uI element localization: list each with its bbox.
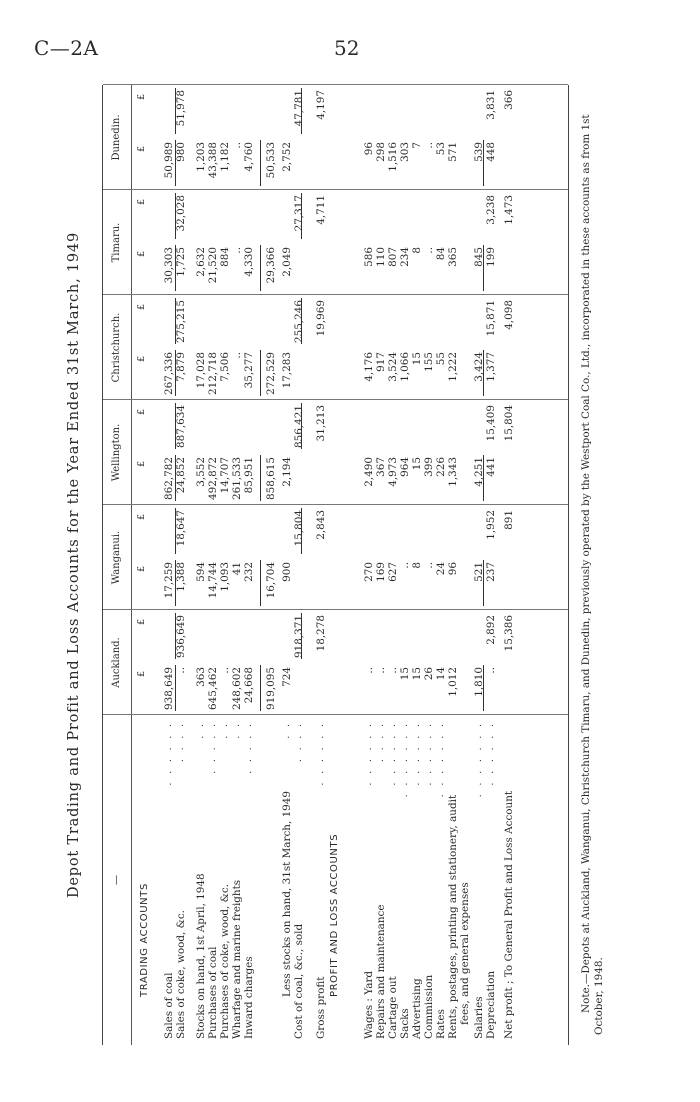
cell-value: 980	[175, 142, 187, 162]
cell-value: 47,781	[293, 90, 305, 127]
cell-value: 50,533	[265, 142, 277, 179]
cell-value: 858,615	[265, 457, 277, 500]
cell-value: 2,049	[281, 247, 293, 277]
cell-value: 199	[485, 247, 497, 267]
row-label: Rents, postages, printing and stationery, audit	[447, 794, 459, 1039]
sum-rule	[175, 140, 176, 186]
section-heading-profit-loss: PROFIT AND LOSS ACCOUNTS	[329, 833, 340, 997]
cell-value: ..	[375, 667, 387, 674]
cell-value: 17,259	[163, 562, 175, 599]
cell-value: 1,222	[447, 352, 459, 382]
cell-value: 1,066	[399, 352, 411, 382]
cell-value: 365	[447, 247, 459, 267]
currency-symbol: £	[136, 145, 147, 152]
cell-value: 15	[399, 667, 411, 681]
sum-rule	[301, 508, 302, 554]
row-leader-dots: . . . . . . .	[436, 721, 446, 798]
row-label: Less stocks on hand, 31st March, 1949	[281, 790, 293, 997]
page-reference: C—2A	[34, 36, 99, 60]
document-title: Depot Trading and Profit and Loss Accounts for the Year Ended 31st March, 1949	[66, 232, 82, 898]
cell-value: 275,215	[175, 300, 187, 343]
currency-symbol: £	[136, 355, 147, 362]
cell-value: 1,516	[387, 142, 399, 172]
cell-value: 4,098	[503, 300, 515, 330]
sum-rule	[483, 350, 484, 396]
cell-value: 212,718	[207, 352, 219, 395]
column-divider	[103, 84, 568, 85]
row-label: Depreciation	[485, 970, 497, 1039]
cell-value: 891	[503, 510, 515, 530]
row-leader-dots: . .	[232, 721, 242, 739]
sum-rule	[175, 560, 176, 606]
sum-rule	[175, 403, 176, 449]
cell-value: 15,804	[293, 510, 305, 547]
sum-rule	[175, 508, 176, 554]
sum-rule	[483, 560, 484, 606]
cell-value: 521	[473, 562, 485, 582]
row-label: Repairs and maintenance	[375, 904, 387, 1039]
row-label: Sacks	[399, 1008, 411, 1039]
sum-rule	[175, 245, 176, 291]
cell-value: 14,707	[219, 457, 231, 494]
cell-value: 15	[411, 667, 423, 681]
cell-value: ..	[231, 142, 243, 149]
cell-value: 2,892	[485, 615, 497, 645]
sum-rule	[301, 613, 302, 659]
row-label: Sales of coke, wood, &c.	[175, 910, 187, 1039]
row-leader-dots: . . . .	[176, 721, 186, 763]
row-leader-dots: . .	[196, 721, 206, 739]
cell-value: 2,194	[281, 457, 293, 487]
cell-value: 539	[473, 142, 485, 162]
cell-value: 43,388	[207, 142, 219, 179]
cell-value: 53	[435, 142, 447, 156]
row-leader-dots: . . . . . .	[424, 721, 434, 786]
cell-value: 7,879	[175, 352, 187, 382]
row-leader-dots: . . . . . .	[164, 721, 174, 786]
cell-value: ..	[423, 142, 435, 149]
row-leader-dots: . . . . . .	[364, 721, 374, 786]
cell-value: 918,371	[293, 615, 305, 658]
depot-header-timaru: Timaru.	[111, 222, 122, 263]
cell-value: 4,973	[387, 457, 399, 487]
cell-value: 3,424	[473, 352, 485, 382]
row-leader-dots: . . . .	[294, 721, 304, 763]
cell-value: 2,843	[315, 510, 327, 540]
currency-symbol: £	[136, 198, 147, 205]
cell-value: 16,704	[265, 562, 277, 599]
cell-value: 571	[447, 142, 459, 162]
cell-value: 255,246	[293, 300, 305, 343]
cell-value: ..	[363, 667, 375, 674]
cell-value: ..	[231, 352, 243, 359]
cell-value: 84	[435, 247, 447, 261]
cell-value: 18,647	[175, 510, 187, 547]
cell-value: 261,533	[231, 457, 243, 500]
cell-value: 19,969	[315, 300, 327, 337]
cell-value: 32,028	[175, 195, 187, 232]
cell-value: 862,782	[163, 457, 175, 500]
sum-rule	[260, 245, 261, 291]
cell-value: 35,277	[243, 352, 255, 389]
cell-value: 29,366	[265, 247, 277, 284]
cell-value: 110	[375, 247, 387, 267]
cell-value: 1,388	[175, 562, 187, 592]
cell-value: 3,831	[485, 90, 497, 120]
accounts-table	[102, 85, 569, 1045]
cell-value: 1,952	[485, 510, 497, 540]
cell-value: 24	[435, 562, 447, 576]
cell-value: 15,871	[485, 300, 497, 337]
cell-value: 3,238	[485, 195, 497, 225]
section-heading-trading: TRADING ACCOUNTS	[139, 883, 150, 997]
sum-rule	[260, 350, 261, 396]
cell-value: 21,520	[207, 247, 219, 284]
cell-value: 4,197	[315, 90, 327, 120]
cell-value: 41	[231, 562, 243, 576]
footnote-text: Note.—Depots at Auckland, Wanganui, Christchurch Timaru, and Dunedin, previously operated by the Westport Coal Co., Ltd., incorporated in these accounts as from 1st October, 1948.	[580, 114, 605, 1035]
cell-value: 2,632	[195, 247, 207, 277]
cell-value: 96	[447, 562, 459, 576]
sum-rule	[483, 245, 484, 291]
cell-value: 267,336	[163, 352, 175, 395]
sum-rule	[301, 193, 302, 239]
cell-value: 4,760	[243, 142, 255, 172]
sum-rule	[175, 455, 176, 501]
cell-value: 50,989	[163, 142, 175, 179]
cell-value: 887,634	[175, 405, 187, 448]
cell-value: 884	[219, 247, 231, 267]
cell-value: 3,552	[195, 457, 207, 487]
row-label: Cartage out	[387, 976, 399, 1039]
cell-value: ..	[423, 247, 435, 254]
row-label: Stocks on hand, 1st April, 1948	[195, 873, 207, 1039]
cell-value: 234	[399, 247, 411, 267]
cell-value: 15	[411, 352, 423, 366]
row-label: Sales of coal	[163, 972, 175, 1039]
cell-value: 27,317	[293, 195, 305, 232]
cell-value: 14,744	[207, 562, 219, 599]
cell-value: 1,012	[447, 667, 459, 697]
sum-rule	[175, 88, 176, 134]
row-leader-dots: . . . .	[376, 721, 386, 763]
cell-value: ..	[231, 247, 243, 254]
cell-value: 303	[399, 142, 411, 162]
currency-symbol: £	[136, 93, 147, 100]
currency-symbol: £	[136, 565, 147, 572]
cell-value: 155	[423, 352, 435, 372]
cell-value: 919,095	[265, 667, 277, 710]
sum-rule	[175, 193, 176, 239]
cell-value: 627	[387, 562, 399, 582]
row-leader-dots: . .	[220, 721, 230, 739]
currency-symbol: £	[136, 303, 147, 310]
sum-rule	[301, 298, 302, 344]
cell-value: 8	[411, 247, 423, 254]
currency-symbol: £	[136, 513, 147, 520]
cell-value: 807	[387, 247, 399, 267]
row-label: Net profit ; To General Profit and Loss Account	[503, 790, 515, 1039]
cell-value: 8	[411, 562, 423, 569]
row-label: Advertising	[411, 978, 423, 1039]
sum-rule	[260, 560, 261, 606]
cell-value: 724	[281, 667, 293, 687]
cell-value: 24,668	[243, 667, 255, 704]
cell-value: 55	[435, 352, 447, 366]
cell-value: 845	[473, 247, 485, 267]
sum-rule	[175, 613, 176, 659]
depot-header-christchurch: Christchurch.	[111, 312, 122, 383]
cell-value: 4,330	[243, 247, 255, 277]
cell-value: 30,303	[163, 247, 175, 284]
sum-rule	[175, 665, 176, 711]
row-label: Commission	[423, 974, 435, 1039]
currency-symbol: £	[136, 670, 147, 677]
sum-rule	[483, 140, 484, 186]
sum-rule	[175, 298, 176, 344]
cell-value: 17,283	[281, 352, 293, 389]
cell-value: 366	[503, 90, 515, 110]
page-number: 52	[334, 36, 360, 60]
cell-value: 900	[281, 562, 293, 582]
cell-value: ..	[387, 667, 399, 674]
cell-value: 936,649	[175, 615, 187, 658]
cell-value: 1,810	[473, 667, 485, 697]
cell-value: ..	[423, 562, 435, 569]
currency-symbol: £	[136, 618, 147, 625]
header-rule	[131, 85, 132, 1045]
row-leader-dots: . . . . . .	[486, 721, 496, 786]
currency-symbol: £	[136, 250, 147, 257]
sum-rule	[483, 455, 484, 501]
cell-value: 367	[375, 457, 387, 477]
cell-value: 492,872	[207, 457, 219, 500]
cell-value: 15,804	[503, 405, 515, 442]
cell-value: 3,524	[387, 352, 399, 382]
sum-rule	[260, 665, 261, 711]
cell-value: 237	[485, 562, 497, 582]
row-leader-dots: . . . . .	[244, 721, 254, 774]
cell-value: ..	[175, 667, 187, 674]
sum-rule	[301, 403, 302, 449]
cell-value: 2,490	[363, 457, 375, 487]
sum-rule	[175, 350, 176, 396]
row-leader-dots: . .	[282, 721, 292, 739]
cell-value: ..	[399, 562, 411, 569]
cell-value: 226	[435, 457, 447, 477]
cell-value: 17,028	[195, 352, 207, 389]
cell-value: 448	[485, 142, 497, 162]
row-leader-dots: . . . . . .	[412, 721, 422, 786]
cell-value: 964	[399, 457, 411, 477]
row-label: Rates	[435, 1009, 447, 1039]
cell-value: 1,093	[219, 562, 231, 592]
cell-value: 14	[435, 667, 447, 681]
rotated-landscape-table-block	[60, 85, 620, 1045]
cell-value: 441	[485, 457, 497, 477]
row-label: Gross profit	[315, 976, 327, 1039]
row-label: Cost of coal, &c., sold	[293, 923, 305, 1039]
cell-value: 24,852	[175, 457, 187, 494]
label-column-header: —	[111, 875, 122, 885]
sum-rule	[301, 88, 302, 134]
cell-value: 1,725	[175, 247, 187, 277]
row-leader-dots: . . . . . . .	[400, 721, 410, 798]
cell-value: 1,377	[485, 352, 497, 382]
row-label: fees, and general expenses	[459, 882, 471, 1025]
cell-value: 1,343	[447, 457, 459, 487]
cell-value: 298	[375, 142, 387, 162]
cell-value: 15	[411, 457, 423, 471]
depot-header-auckland: Auckland.	[111, 637, 122, 688]
sum-rule	[260, 140, 261, 186]
cell-value: 1,473	[503, 195, 515, 225]
cell-value: 26	[423, 667, 435, 681]
cell-value: 7	[411, 142, 423, 149]
cell-value: 15,386	[503, 615, 515, 652]
cell-value: 586	[363, 247, 375, 267]
footnote	[580, 105, 606, 1035]
cell-value: 4,711	[315, 195, 327, 225]
row-leader-dots: . . . . . . .	[474, 721, 484, 798]
currency-symbol: £	[136, 460, 147, 467]
cell-value: 15,409	[485, 405, 497, 442]
cell-value: 1,203	[195, 142, 207, 172]
row-label: Salaries	[473, 996, 485, 1039]
cell-value: ..	[219, 667, 231, 674]
cell-value: 2,752	[281, 142, 293, 172]
currency-symbol: £	[136, 408, 147, 415]
cell-value: 645,462	[207, 667, 219, 710]
sum-rule	[483, 665, 484, 711]
depot-header-wanganui: Wanganui.	[111, 530, 122, 585]
cell-value: 18,278	[315, 615, 327, 652]
cell-value: 856,421	[293, 405, 305, 448]
row-leader-dots: . . . . . .	[316, 721, 326, 786]
cell-value: 4,176	[363, 352, 375, 382]
cell-value: 272,529	[265, 352, 277, 395]
cell-value: 917	[375, 352, 387, 372]
row-leader-dots: . . . . . .	[388, 721, 398, 786]
cell-value: 232	[243, 562, 255, 582]
depot-header-dunedin: Dunedin.	[111, 114, 122, 161]
cell-value: 169	[375, 562, 387, 582]
row-label: Inward charges	[243, 956, 255, 1039]
cell-value: 594	[195, 562, 207, 582]
row-label: Wages : Yard	[363, 970, 375, 1039]
cell-value: 1,182	[219, 142, 231, 172]
cell-value: 399	[423, 457, 435, 477]
row-label: Wharfage and marine freights	[231, 879, 243, 1039]
row-label: Purchases of coke, wood, &c.	[219, 883, 231, 1039]
cell-value: 7,506	[219, 352, 231, 382]
depot-header-wellington: Wellington.	[111, 423, 122, 482]
cell-value: 248,602	[231, 667, 243, 710]
cell-value: 31,213	[315, 405, 327, 442]
cell-value: ..	[485, 667, 497, 674]
cell-value: 270	[363, 562, 375, 582]
row-leader-dots: . . . . .	[208, 721, 218, 774]
cell-value: 51,978	[175, 90, 187, 127]
cell-value: 4,251	[473, 457, 485, 487]
row-label: Purchases of coal	[207, 946, 219, 1039]
sum-rule	[260, 455, 261, 501]
cell-value: 938,649	[163, 667, 175, 710]
cell-value: 96	[363, 142, 375, 156]
cell-value: 363	[195, 667, 207, 687]
cell-value: 85,951	[243, 457, 255, 494]
